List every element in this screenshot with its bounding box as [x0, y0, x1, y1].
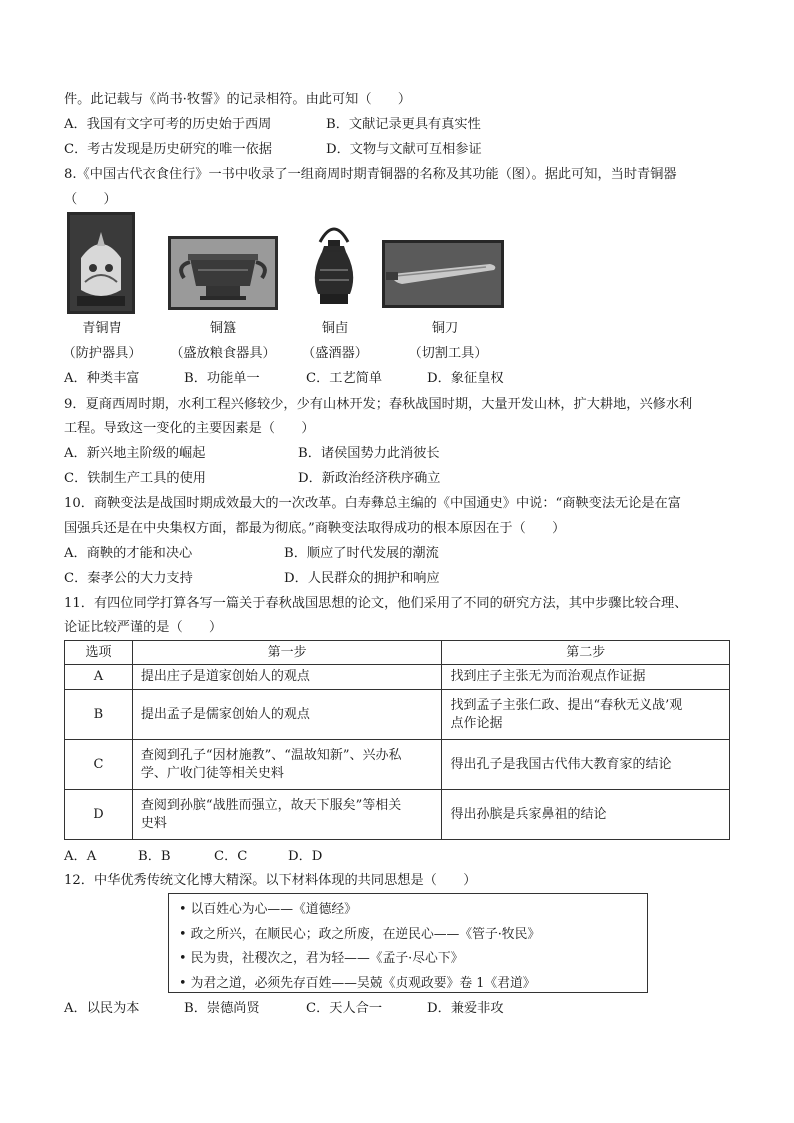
- bronze-you-function: （盛酒器）: [302, 346, 368, 361]
- bronze-knife-function: （切割工具）: [408, 346, 488, 361]
- q11-header-step2: 第二步: [442, 641, 730, 665]
- bronze-you-name: 铜卣: [321, 321, 349, 336]
- q11-row-d-step1-line1: 查阅到孙膑“战胜而强立，故天下服矣”等相关: [140, 797, 402, 813]
- q11-row-c-option: C: [65, 740, 133, 790]
- bronze-you-image: [308, 220, 360, 310]
- bronze-gui-function: （盛放粮食器具）: [170, 346, 276, 361]
- q11-row-c-step1-line1: 查阅到孔子“因材施教”、“温故知新”、兴办私: [140, 747, 402, 763]
- q11-row-c-step1: [132, 740, 442, 790]
- q7-stem-continuation: 件。此记载与《尚书·牧誓》的记录相符。由此可知（ ）: [64, 92, 412, 107]
- q11-row-d-step1: [132, 790, 442, 840]
- q11-row-b-option: B: [65, 690, 133, 740]
- q11-row-d-option: D: [65, 790, 133, 840]
- q8-option-a[interactable]: A．种类丰富: [64, 371, 140, 386]
- q8-option-b[interactable]: B．功能单一: [184, 371, 260, 386]
- q11-table-row: [65, 665, 730, 690]
- q8-option-d[interactable]: D．象征皇权: [427, 371, 504, 386]
- q12-option-d[interactable]: D．兼爱非攻: [427, 1001, 504, 1016]
- q10-stem-line2: 国强兵还是在中央集权方面，都最为彻底。”商鞅变法取得成功的根本原因在于（ ）: [64, 521, 566, 536]
- q11-option-c[interactable]: C．C: [214, 849, 248, 864]
- q11-row-c-step2: 得出孔子是我国古代伟大教育家的结论: [442, 740, 730, 790]
- q12-option-b[interactable]: B．崇德尚贤: [184, 1001, 260, 1016]
- bronze-helmet-image: [67, 212, 135, 314]
- q11-table-row: [65, 690, 730, 740]
- q12-quote-1: • 以百姓心为心——《道德经》: [179, 902, 357, 917]
- q9-stem-line1: 9．夏商西周时期，水利工程兴修较少，少有山林开发；春秋战国时期，大量开发山林，扩大耕地，兴修水利: [64, 397, 693, 412]
- q11-option-a[interactable]: A．A: [64, 849, 97, 864]
- q11-row-b-step2-line1: 找到孟子主张仁政、提出“春秋无义战’观: [450, 697, 683, 713]
- q11-row-d-step2: 得出孙膑是兵家鼻祖的结论: [442, 790, 730, 840]
- q11-row-b-step2-line2: 点作论据: [450, 715, 503, 731]
- bronze-helmet-name: 青铜胄: [82, 321, 122, 336]
- q8-option-c[interactable]: C．工艺简单: [306, 371, 383, 386]
- q8-stem-paren: （ ）: [64, 192, 117, 207]
- q11-header-option: 选项: [65, 641, 133, 665]
- q12-quote-3: • 民为贵，社稷次之，君为轻——《孟子·尽心下》: [179, 951, 464, 966]
- q7-option-d[interactable]: D．文物与文献可互相参证: [326, 142, 482, 157]
- q12-quote-4: • 为君之道，必须先存百姓——吴兢《贞观政要》卷 1《君道》: [179, 975, 536, 991]
- q9-option-c[interactable]: C．铁制生产工具的使用: [64, 471, 206, 486]
- q10-option-d[interactable]: D．人民群众的拥护和响应: [284, 571, 440, 586]
- bronze-knife-image: [382, 240, 504, 308]
- q10-option-b[interactable]: B．顺应了时代发展的潮流: [284, 546, 439, 561]
- bronze-gui-name: 铜簋: [209, 321, 237, 336]
- q12-quote-box: [168, 893, 648, 993]
- q11-header-step1: 第一步: [132, 641, 442, 665]
- q11-table-header: [65, 641, 730, 665]
- q11-row-b-step1: 提出孟子是儒家创始人的观点: [132, 690, 442, 740]
- q11-row-b-step2: [442, 690, 730, 740]
- q11-stem-line2: 论证比较严谨的是（ ）: [64, 620, 223, 635]
- q11-row-c-step1-line2: 学、广收门徒等相关史料: [140, 765, 284, 781]
- q11-table-row: [65, 790, 730, 840]
- bronze-gui-image: [168, 236, 278, 310]
- bronze-helmet-function: （防护器具）: [62, 346, 142, 361]
- q11-row-a-step2: 找到庄子主张无为而治观点作证据: [442, 665, 730, 690]
- q10-option-a[interactable]: A．商鞅的才能和决心: [64, 546, 193, 561]
- q11-option-d[interactable]: D．D: [288, 849, 323, 864]
- q12-option-a[interactable]: A．以民为本: [64, 1001, 140, 1016]
- q8-stem: 8.《中国古代衣食住行》一书中收录了一组商周时期青铜器的名称及其功能（图）。据此可知，当时青铜器: [64, 167, 677, 182]
- q7-option-c[interactable]: C．考古发现是历史研究的唯一依据: [64, 142, 272, 157]
- q11-row-a-step1: 提出庄子是道家创始人的观点: [132, 665, 442, 690]
- q11-option-b[interactable]: B．B: [138, 849, 171, 864]
- q11-stem-line1: 11．有四位同学打算各写一篇关于春秋战国思想的论文，他们采用了不同的研究方法，其中步骤比较合理、: [64, 596, 688, 611]
- q12-quote-2: • 政之所兴，在顺民心；政之所废，在逆民心——《管子·牧民》: [179, 926, 541, 942]
- q11-table-row: [65, 740, 730, 790]
- q9-option-b[interactable]: B．诸侯国势力此消彼长: [298, 446, 440, 461]
- q7-option-b[interactable]: B．文献记录更具有真实性: [326, 117, 481, 132]
- q12-stem: 12．中华优秀传统文化博大精深。以下材料体现的共同思想是（ ）: [64, 873, 477, 888]
- q7-option-a[interactable]: A．我国有文字可考的历史始于西周: [64, 117, 272, 132]
- q11-row-a-option: A: [65, 665, 133, 690]
- q11-table: [64, 640, 730, 840]
- q10-stem-line1: 10．商鞅变法是战国时期成效最大的一次改革。白寿彝总主编的《中国通史》中说：“商鞅变法无论是在富: [64, 496, 681, 511]
- bronze-knife-name: 铜刀: [431, 321, 459, 336]
- q9-option-d[interactable]: D．新政治经济秩序确立: [298, 471, 441, 486]
- q9-stem-line2: 工程。导致这一变化的主要因素是（ ）: [64, 421, 315, 436]
- q12-option-c[interactable]: C．天人合一: [306, 1001, 383, 1016]
- q10-option-c[interactable]: C．秦孝公的大力支持: [64, 571, 193, 586]
- q11-row-d-step1-line2: 史料: [140, 815, 167, 831]
- q9-option-a[interactable]: A．新兴地主阶级的崛起: [64, 446, 206, 461]
